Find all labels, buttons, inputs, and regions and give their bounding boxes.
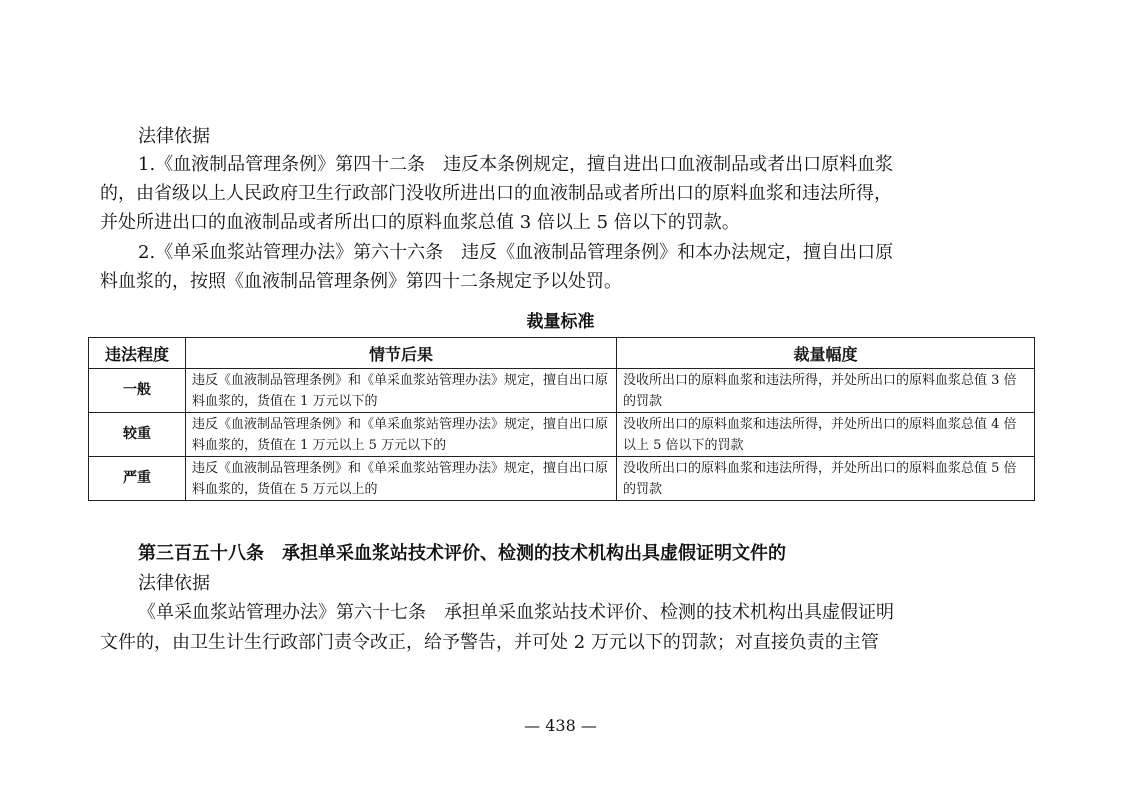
penalty-cell: 没收所出口的原料血浆和违法所得，并处所出口的原料血浆总值 3 倍的罚款 <box>617 369 1035 413</box>
legal-basis-heading: 法律依据 <box>138 573 210 594</box>
situation-cell: 违反《血液制品管理条例》和《单采血浆站管理办法》规定，擅自出口原料血浆的，货值在 1 万元以上 5 万元以下的 <box>186 413 617 457</box>
penalty-cell: 没收所出口的原料血浆和违法所得，并处所出口的原料血浆总值 4 倍以上 5 倍以下的罚款 <box>617 413 1035 457</box>
table-row <box>89 369 1035 413</box>
paragraph-line: 2.《单采血浆站管理办法》第六十六条 违反《血液制品管理条例》和本办法规定，擅自出口原 <box>138 242 894 263</box>
article-heading: 第三百五十八条 承担单采血浆站技术评价、检测的技术机构出具虚假证明文件的 <box>138 543 786 564</box>
table-row <box>89 457 1035 501</box>
table-row <box>89 413 1035 457</box>
header-violation-level: 违法程度 <box>89 338 186 369</box>
legal-basis-heading: 法律依据 <box>138 126 210 147</box>
situation-cell: 违反《血液制品管理条例》和《单采血浆站管理办法》规定，擅自出口原料血浆的，货值在 5 万元以上的 <box>186 457 617 501</box>
paragraph-line: 并处所进出口的血液制品或者所出口的原料血浆总值 3 倍以上 5 倍以下的罚款。 <box>100 212 740 233</box>
level-cell: 较重 <box>89 413 186 457</box>
table-caption: 裁量标准 <box>526 312 595 332</box>
level-cell: 严重 <box>89 457 186 501</box>
header-penalty-range: 裁量幅度 <box>617 338 1035 369</box>
discretion-standard-table <box>88 337 1035 501</box>
page-number: — 438 — <box>524 716 597 735</box>
header-circumstances: 情节后果 <box>186 338 617 369</box>
table-header-row <box>89 338 1035 369</box>
paragraph-line: 文件的，由卫生计生行政部门责令改正，给予警告，并可处 2 万元以下的罚款；对直接负责的主管 <box>100 632 879 653</box>
paragraph-line: 1.《血液制品管理条例》第四十二条 违反本条例规定，擅自进出口血液制品或者出口原料血浆 <box>138 154 894 175</box>
paragraph-line: 《单采血浆站管理办法》第六十七条 承担单采血浆站技术评价、检测的技术机构出具虚假证明 <box>138 602 894 623</box>
situation-cell: 违反《血液制品管理条例》和《单采血浆站管理办法》规定，擅自出口原料血浆的，货值在 1 万元以下的 <box>186 369 617 413</box>
level-cell: 一般 <box>89 369 186 413</box>
paragraph-line: 的，由省级以上人民政府卫生行政部门没收所进出口的血液制品或者所出口的原料血浆和违法所得， <box>100 183 892 204</box>
paragraph-line: 料血浆的，按照《血液制品管理条例》第四十二条规定予以处罚。 <box>100 271 622 292</box>
penalty-cell: 没收所出口的原料血浆和违法所得，并处所出口的原料血浆总值 5 倍的罚款 <box>617 457 1035 501</box>
